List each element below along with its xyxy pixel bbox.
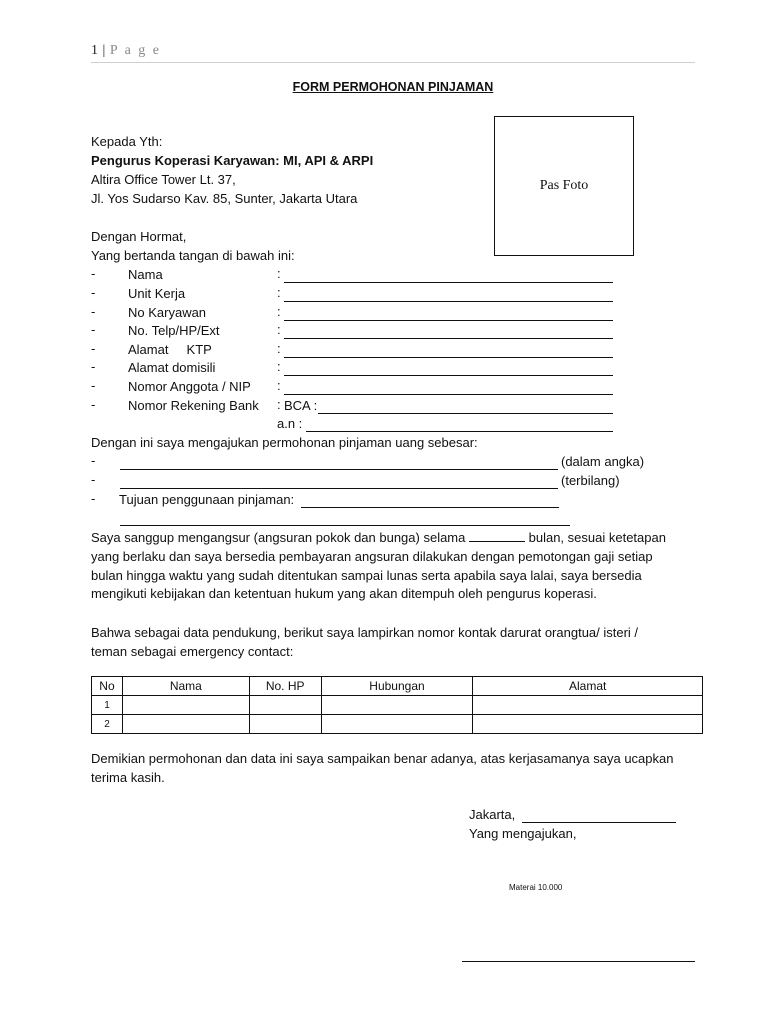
field-input-line[interactable] — [284, 301, 613, 302]
field-label: Nama — [128, 267, 163, 282]
address-greeting: Kepada Yth: — [91, 134, 163, 149]
installment-line2: yang berlaku dan saya bersedia pembayaran angsuran dilakukan dengan pemotongan gaji setiap — [91, 549, 653, 564]
table-cell[interactable] — [473, 715, 703, 734]
bank-account-input-line[interactable] — [318, 413, 613, 414]
table-header-row — [92, 677, 703, 696]
purpose-input-line[interactable] — [301, 507, 559, 508]
table-cell[interactable] — [249, 715, 321, 734]
field-input-line[interactable] — [284, 357, 613, 358]
address-line1: Altira Office Tower Lt. 37, — [91, 172, 236, 187]
column-header: Alamat — [473, 677, 703, 696]
field-label: Nomor Anggota / NIP — [128, 379, 251, 394]
field-label: Alamat domisili — [128, 360, 216, 375]
colon: : — [277, 285, 281, 300]
field-input-line[interactable] — [284, 282, 613, 283]
bullet-dash: - — [91, 341, 96, 356]
row-number: 1 — [92, 696, 123, 715]
colon: : — [277, 341, 281, 356]
stamp-duty-note: Materai 10.000 — [509, 883, 563, 892]
table-row — [92, 715, 703, 734]
amount-words-suffix: (terbilang) — [561, 473, 620, 488]
colon: : — [277, 359, 281, 374]
installment-before: Saya sanggup mengangsur (angsuran pokok dan bunga) selama — [91, 530, 466, 545]
field-input-line[interactable] — [284, 338, 613, 339]
installment-after: bulan, sesuai ketetapan — [528, 530, 666, 545]
colon: : — [277, 378, 281, 393]
table-cell[interactable] — [321, 715, 473, 734]
field-label: No Karyawan — [128, 305, 207, 320]
bullet-dash: - — [91, 472, 96, 487]
intro-text: Yang bertanda tangan di bawah ini: — [91, 248, 295, 263]
header-divider — [91, 62, 695, 63]
form-title: FORM PERMOHONAN PINJAMAN — [292, 80, 494, 94]
bullet-dash: - — [91, 397, 96, 412]
account-holder-label: a.n : — [277, 416, 303, 431]
field-input-line[interactable] — [284, 394, 613, 395]
column-header: Hubungan — [321, 677, 473, 696]
bullet-dash: - — [91, 266, 96, 281]
column-header: Nama — [122, 677, 249, 696]
signature-line[interactable] — [462, 961, 695, 962]
bullet-dash: - — [91, 359, 96, 374]
column-header: No. HP — [249, 677, 321, 696]
bullet-dash: - — [91, 491, 96, 506]
amount-number-suffix: (dalam angka) — [561, 454, 645, 469]
bullet-dash: - — [91, 378, 96, 393]
page-separator: | — [102, 43, 106, 58]
row-number: 2 — [92, 715, 123, 734]
supporting-line2: teman sebagai emergency contact: — [91, 644, 294, 659]
closing-line1: Demikian permohonan dan data ini saya sampaikan benar adanya, atas kerjasamanya saya ucapkan — [91, 751, 674, 766]
signature-label: Yang mengajukan, — [469, 826, 577, 841]
purpose-label: Tujuan penggunaan pinjaman: — [119, 492, 295, 507]
table-cell[interactable] — [122, 696, 249, 715]
signature-date-input-line[interactable] — [522, 822, 676, 823]
table-cell[interactable] — [249, 696, 321, 715]
column-header: No — [92, 677, 123, 696]
table-row — [92, 696, 703, 715]
bullet-dash: - — [91, 285, 96, 300]
purpose-input-line-2[interactable] — [120, 525, 570, 526]
supporting-line1: Bahwa sebagai data pendukung, berikut saya lampirkan nomor kontak darurat orangtua/ isteri / — [91, 625, 639, 640]
field-label: Unit Kerja — [128, 286, 186, 301]
field-input-line[interactable] — [284, 320, 613, 321]
bullet-dash: - — [91, 453, 96, 468]
field-label: No. Telp/HP/Ext — [128, 323, 220, 338]
installment-line1 — [91, 528, 695, 547]
field-label: Nomor Rekening Bank — [128, 398, 259, 413]
colon: : — [277, 304, 281, 319]
address-line2: Jl. Yos Sudarso Kav. 85, Sunter, Jakarta Utara — [91, 191, 358, 206]
field-input-line[interactable] — [284, 375, 613, 376]
page-number-header — [91, 43, 161, 59]
amount-number-input-line[interactable] — [120, 469, 558, 470]
closing-line2: terima kasih. — [91, 770, 165, 785]
address-recipient: Pengurus Koperasi Karyawan: MI, API & ARPI — [91, 153, 374, 168]
bank-prefix: BCA : — [284, 398, 318, 413]
page-number: 1 — [91, 43, 99, 58]
table-cell[interactable] — [473, 696, 703, 715]
amount-words-input-line[interactable] — [120, 488, 558, 489]
bullet-dash: - — [91, 304, 96, 319]
photo-box[interactable] — [494, 116, 634, 256]
photo-label: Pas Foto — [539, 178, 589, 193]
table-cell[interactable] — [122, 715, 249, 734]
salutation: Dengan Hormat, — [91, 229, 187, 244]
signature-place: Jakarta, — [469, 807, 516, 822]
field-label: Alamat KTP — [128, 342, 212, 357]
loan-request-text: Dengan ini saya mengajukan permohonan pinjaman uang sebesar: — [91, 435, 478, 450]
installment-months-input[interactable] — [469, 529, 525, 542]
table-cell[interactable] — [321, 696, 473, 715]
emergency-contacts-table — [91, 676, 703, 734]
page-label: P a g e — [109, 43, 162, 58]
colon: : — [277, 266, 281, 281]
colon: : — [277, 397, 281, 412]
installment-line4: mengikuti kebijakan dan ketentuan hukum yang akan ditempuh oleh pengurus koperasi. — [91, 586, 597, 601]
bullet-dash: - — [91, 322, 96, 337]
colon: : — [277, 322, 281, 337]
installment-line3: bulan hingga waktu yang sudah ditentukan sampai lunas serta apabila saya lalai, saya bersedia — [91, 568, 642, 583]
account-holder-input-line[interactable] — [306, 431, 613, 432]
